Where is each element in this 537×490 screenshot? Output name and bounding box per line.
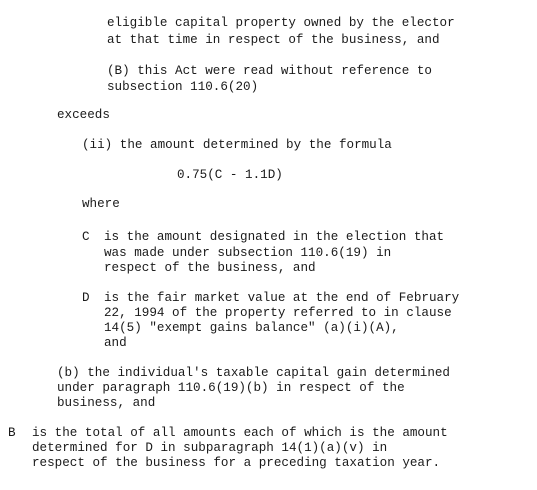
def-b-term: B <box>8 426 16 440</box>
clause-a-line-2: at that time in respect of the business, and <box>107 33 440 47</box>
clause-b-line-2: subsection 110.6(20) <box>107 80 259 94</box>
clause-b-line-1: (B) this Act were read without reference to <box>107 64 432 78</box>
item-ii-text: (ii) the amount determined by the formula <box>82 138 392 152</box>
para-b-line-3: business, and <box>57 396 156 410</box>
para-b-line-1: (b) the individual's taxable capital gain determined <box>57 366 450 380</box>
def-b-line-2: determined for D in subparagraph 14(1)(a)(v) in <box>32 441 388 455</box>
def-d-line-2: 22, 1994 of the property referred to in clause <box>104 306 452 320</box>
def-d-term: D <box>82 291 90 305</box>
def-b-line-1: is the total of all amounts each of which is the amount <box>32 426 448 440</box>
def-d-line-3: 14(5) "exempt gains balance" (a)(i)(A), <box>104 321 399 335</box>
formula: 0.75(C - 1.1D) <box>177 168 283 182</box>
def-d-line-4: and <box>104 336 127 350</box>
def-c-line-1: is the amount designated in the election that <box>104 230 445 244</box>
exceeds-text: exceeds <box>57 108 110 122</box>
def-b-line-3: respect of the business for a preceding taxation year. <box>32 456 441 470</box>
def-d-line-1: is the fair market value at the end of February <box>104 291 460 305</box>
def-c-term: C <box>82 230 90 244</box>
def-c-line-3: respect of the business, and <box>104 261 316 275</box>
clause-a-line-1: eligible capital property owned by the elector <box>107 16 455 30</box>
def-c-line-2: was made under subsection 110.6(19) in <box>104 246 392 260</box>
para-b-line-2: under paragraph 110.6(19)(b) in respect of the <box>57 381 405 395</box>
where-text: where <box>82 197 120 211</box>
